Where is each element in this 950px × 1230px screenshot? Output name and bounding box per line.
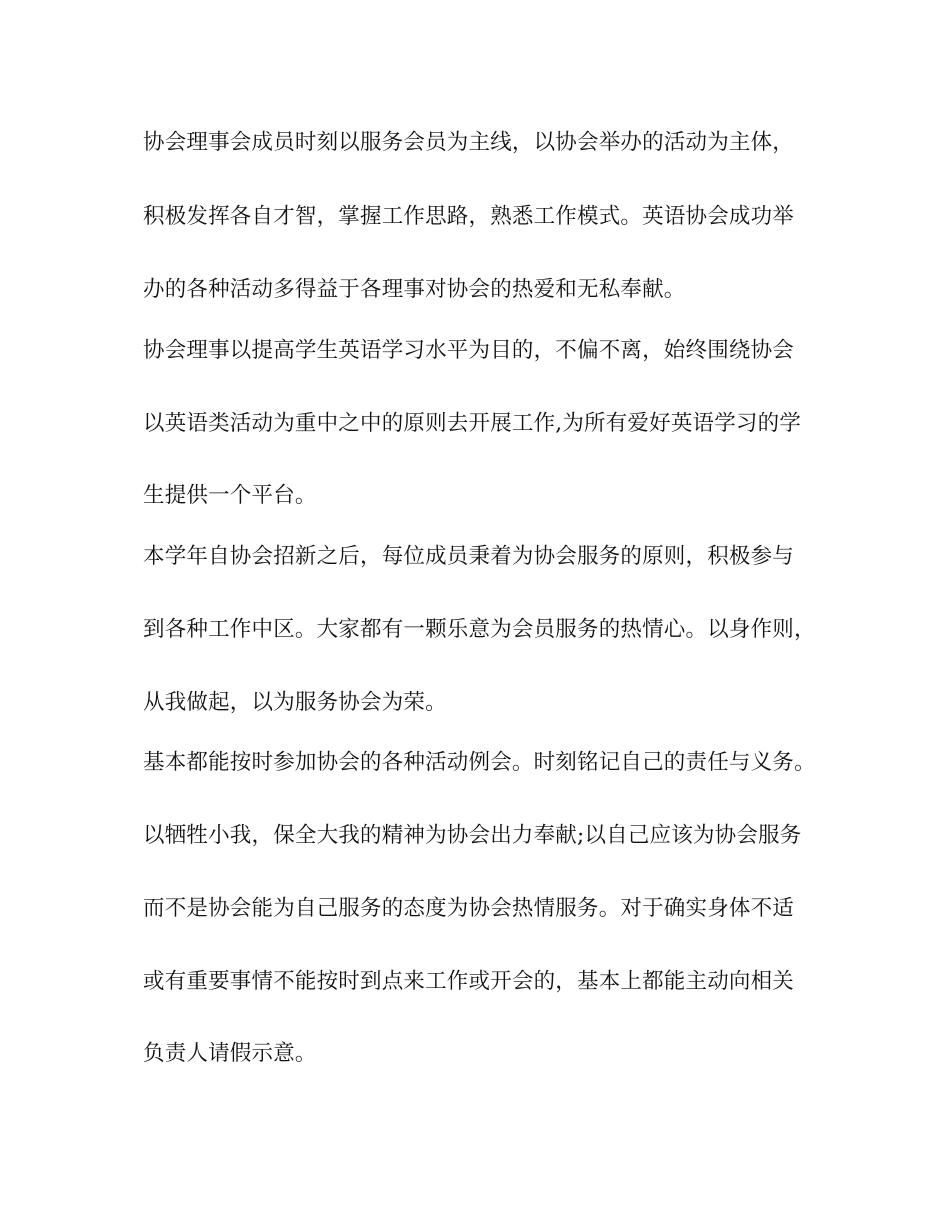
paragraph-1-line-2: 积极发挥各自才智，掌握工作思路，熟悉工作模式。英语协会成功举 [143, 204, 795, 229]
paragraph-4-line-1: 基本都能按时参加协会的各种活动例会。时刻铭记自己的责任与义务。 [143, 750, 816, 775]
paragraph-3-line-2: 到各种工作中区。大家都有一颗乐意为会员服务的热情心。以身作则， [143, 617, 816, 642]
paragraph-2-line-1: 协会理事以提高学生英语学习水平为目的，不偏不离，始终围绕协会 [143, 338, 795, 363]
paragraph-4-line-5: 负责人请假示意。 [143, 1041, 317, 1066]
paragraph-4-line-3: 而不是协会能为自己服务的态度为协会热情服务。对于确实身体不适 [143, 896, 795, 921]
paragraph-4-line-2: 以牺牲小我，保全大我的精神为协会出力奉献;以自己应该为协会服务 [143, 823, 802, 848]
paragraph-3-line-3: 从我做起，以为服务协会为荣。 [143, 690, 447, 715]
paragraph-1-line-3: 办的各种活动多得益于各理事对协会的热爱和无私奉献。 [143, 277, 686, 302]
paragraph-1-line-1: 协会理事会成员时刻以服务会员为主线，以协会举办的活动为主体， [143, 130, 795, 155]
paragraph-4-line-4: 或有重要事情不能按时到点来工作或开会的，基本上都能主动向相关 [143, 969, 795, 994]
paragraph-2-line-2: 以英语类活动为重中之中的原则去开展工作,为所有爱好英语学习的学 [143, 411, 802, 436]
paragraph-2-line-3: 生提供一个平台。 [143, 483, 317, 508]
paragraph-3-line-1: 本学年自协会招新之后，每位成员秉着为协会服务的原则，积极参与 [143, 544, 795, 569]
